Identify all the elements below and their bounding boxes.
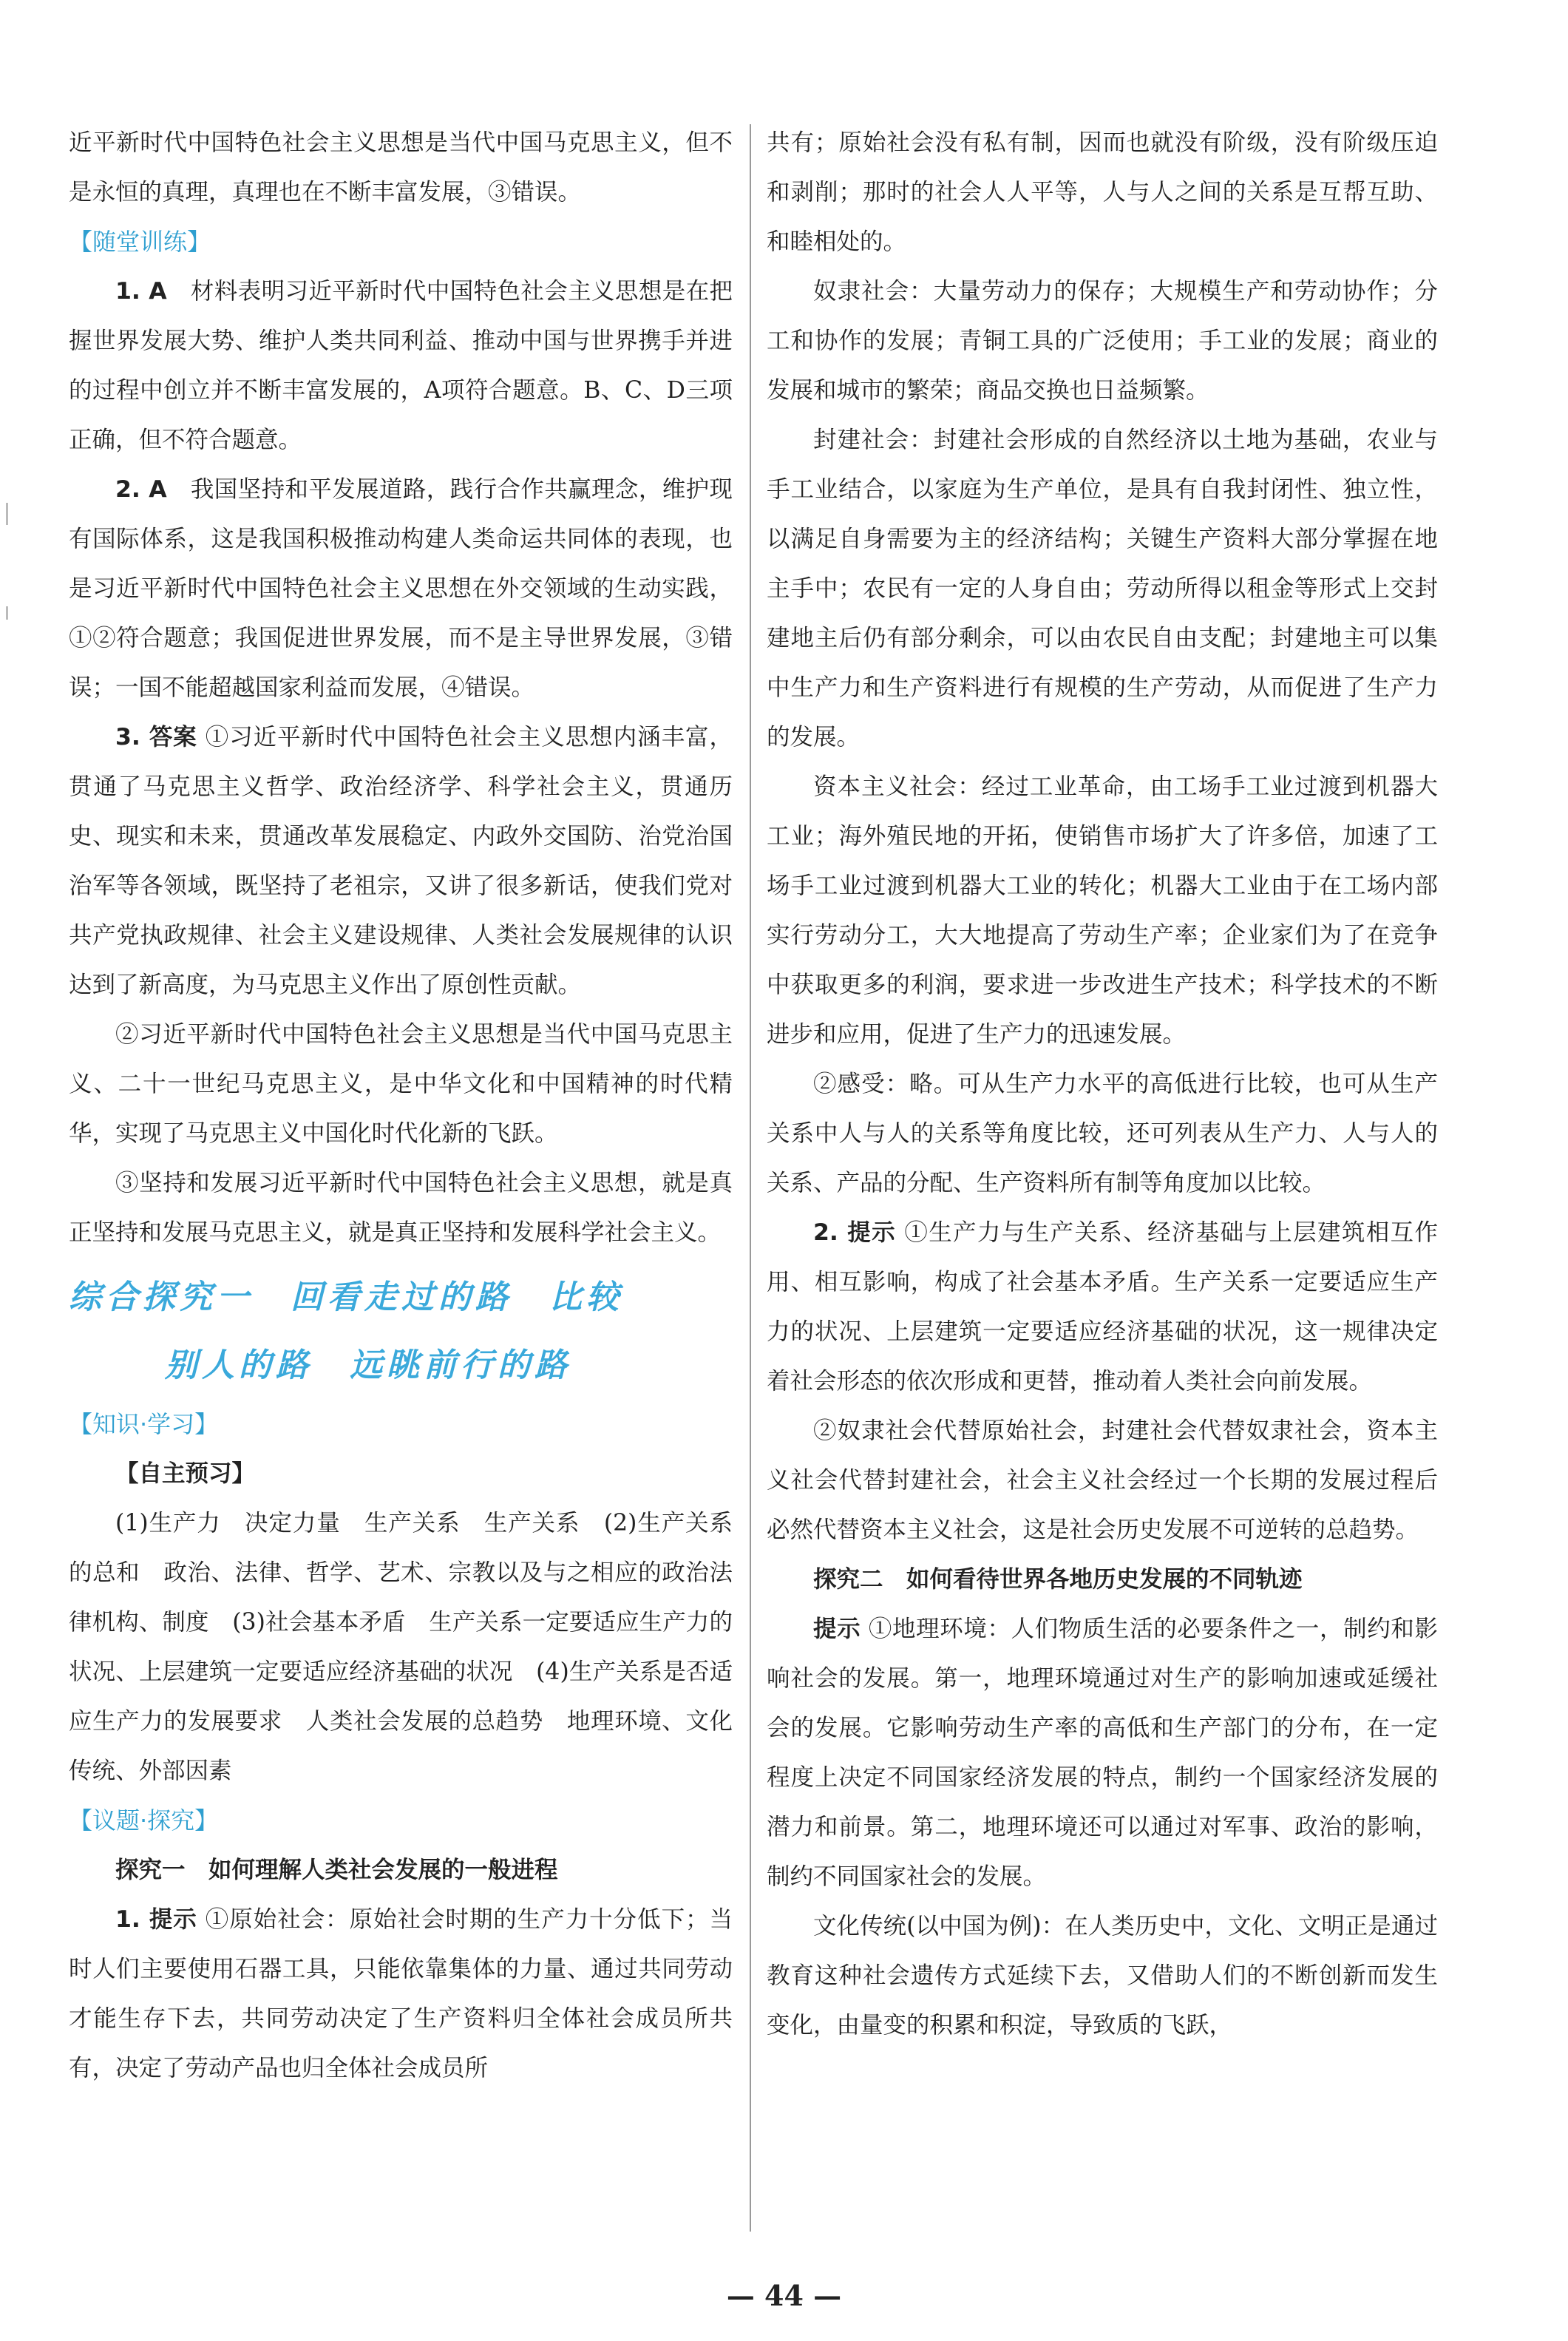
paragraph: ②感受：略。可从生产力水平的高低进行比较，也可从生产关系中人与人的关系等角度比较，还可列表从生产力、人与人的关系、产品的分配、生产资料所有制等角度加以比较。 (767, 1071, 1438, 1196)
paragraph: 近平新时代中国特色社会主义思想是当代中国马克思主义，但不是永恒的真理，真理也在不断丰富发展，③错误。 (69, 129, 733, 206)
chapter-title-line: 综合探究一 回看走过的路 比较 (69, 1278, 623, 1316)
left-column (69, 118, 733, 2093)
answer-1 (69, 267, 733, 465)
answer-3 (69, 713, 733, 1010)
answer-text: 我国坚持和平发展道路，践行合作共赢理念，维护现有国际体系，这是我国积极推动构建人类命运共同体的表现，也是习近平新时代中国特色社会主义思想在外交领域的生动实践，①②符合题意；我国促进世界发展，而不是主导世界发展，③错误；一国不能超越国家利益而发展，④错误。 (69, 476, 733, 701)
answer-text: ①原始社会：原始社会时期的生产力十分低下；当时人们主要使用石器工具，只能依靠集体的力量、通过共同劳动才能生存下去，共同劳动决定了生产资料归全体社会成员所共有，决定了劳动产品也归全体社会成员所 (69, 1906, 733, 2081)
answer-number: 1. 提示 (115, 1906, 197, 1933)
paragraph: (1)生产力 决定力量 生产关系 生产关系 (2)生产关系的总和 政治、法律、哲学、艺术、宗教以及与之相应的政治法律机构、制度 (3)社会基本矛盾 生产关系一定要适应生产力的状况、上层建筑一定要适应经济基础的状况 (4)生产关系是否适应生产力的发展要求 人类社会发展的总趋势 地理环境、文化传统、外部因素 (69, 1510, 733, 1784)
subheading-inquiry-1: 探究一 如何理解人类社会发展的一般进程 (115, 1857, 558, 1883)
answer-number: 2. A (115, 476, 167, 503)
answer-number: 1. A (115, 278, 167, 305)
paragraph: 资本主义社会：经过工业革命，由工场手工业过渡到机器大工业；海外殖民地的开拓，使销售市场扩大了许多倍，加速了工场手工业过渡到机器大工业的转化；机器大工业由于在工场内部实行劳动分工，大大地提高了劳动生产率；企业家们为了在竞争中获取更多的利润，要求进一步改进生产技术；科学技术的不断进步和应用，促进了生产力的迅速发展。 (767, 773, 1438, 1048)
answer-number: 提示 (813, 1616, 861, 1642)
paragraph: 封建社会：封建社会形成的自然经济以土地为基础，农业与手工业结合，以家庭为生产单位，是具有自我封闭性、独立性，以满足自身需要为主的经济结构；关键生产资料大部分掌握在地主手中；农民有一定的人身自由；劳动所得以租金等形式上交封建地主后仍有部分剩余，可以由农民自由支配；封建地主可以集中生产力和生产资料进行有规模的生产劳动，从而促进了生产力的发展。 (767, 427, 1438, 751)
right-column (767, 118, 1438, 2050)
chapter-title (69, 1264, 733, 1400)
column-divider (750, 124, 751, 2232)
answer-number: 2. 提示 (813, 1219, 896, 1246)
answer-text: 材料表明习近平新时代中国特色社会主义思想是在把握世界发展大势、维护人类共同利益、推动中国与世界携手并进的过程中创立并不断丰富发展的，A项符合题意。B、C、D三项正确，但不符合题意。 (69, 278, 733, 453)
answer-text: ①地理环境：人们物质生活的必要条件之一，制约和影响社会的发展。第一，地理环境通过对生产的影响加速或延缓社会的发展。它影响劳动生产率的高低和生产部门的分布，在一定程度上决定不同国家经济发展的特点，制约一个国家经济发展的潜力和前景。第二，地理环境还可以通过对军事、政治的影响，制约不同国家社会的发展。 (767, 1616, 1438, 1890)
scan-mark (6, 503, 8, 525)
answer-text: ①生产力与生产关系、经济基础与上层建筑相互作用、相互影响，构成了社会基本矛盾。生产关系一定要适应生产力的状况、上层建筑一定要适应经济基础的状况，这一规律决定着社会形态的依次形成和更替，推动着人类社会向前发展。 (767, 1219, 1438, 1395)
paragraph: 文化传统(以中国为例)：在人类历史中，文化、文明正是通过教育这种社会遗传方式延续下去，又借助人们的不断创新而发生变化，由量变的积累和积淀，导致质的飞跃， (767, 1913, 1438, 2039)
paragraph: ③坚持和发展习近平新时代中国特色社会主义思想，就是真正坚持和发展马克思主义，就是真正坚持和发展科学社会主义。 (69, 1170, 733, 1246)
page-number: — 44 — (726, 2279, 842, 2312)
answer-e3 (767, 1605, 1438, 1902)
paragraph: ②奴隶社会代替原始社会，封建社会代替奴隶社会，资本主义社会代替封建社会，社会主义社会经过一个长期的发展过程后必然代替资本主义社会，这是社会历史发展不可逆转的总趋势。 (767, 1417, 1438, 1543)
scan-mark (6, 606, 8, 620)
paragraph: ②习近平新时代中国特色社会主义思想是当代中国马克思主义、二十一世纪马克思主义，是中华文化和中国精神的时代精华，实现了马克思主义中国化时代化新的飞跃。 (69, 1021, 733, 1147)
section-heading-practice: 【随堂训练】 (69, 228, 211, 256)
answer-text: ①习近平新时代中国特色社会主义思想内涵丰富，贯通了马克思主义哲学、政治经济学、科学社会主义，贯通历史、现实和未来，贯通改革发展稳定、内政外交国防、治党治国治军等各领域，既坚持了老祖宗，又讲了很多新话，使我们党对共产党执政规律、社会主义建设规律、人类社会发展规律的认识达到了新高度，为马克思主义作出了原创性贡献。 (69, 724, 733, 998)
paragraph: 奴隶社会：大量劳动力的保存；大规模生产和劳动协作；分工和协作的发展；青铜工具的广泛使用；手工业的发展；商业的发展和城市的繁荣；商品交换也日益频繁。 (767, 278, 1438, 404)
chapter-title-line: 别人的路 远眺前行的路 (165, 1346, 571, 1384)
answer-number: 3. 答案 (115, 724, 197, 751)
section-heading-knowledge: 【知识·学习】 (69, 1410, 219, 1438)
answer-e2 (767, 1208, 1438, 1406)
subheading-preview: 【自主预习】 (115, 1460, 256, 1487)
section-heading-inquiry: 【议题·探究】 (69, 1806, 219, 1834)
subheading-inquiry-2: 探究二 如何看待世界各地历史发展的不同轨迹 (813, 1566, 1303, 1593)
paragraph: 共有；原始社会没有私有制，因而也就没有阶级，没有阶级压迫和剥削；那时的社会人人平等，人与人之间的关系是互帮互助、和睦相处的。 (767, 129, 1438, 255)
answer-2 (69, 465, 733, 713)
answer-e1 (69, 1895, 733, 2093)
